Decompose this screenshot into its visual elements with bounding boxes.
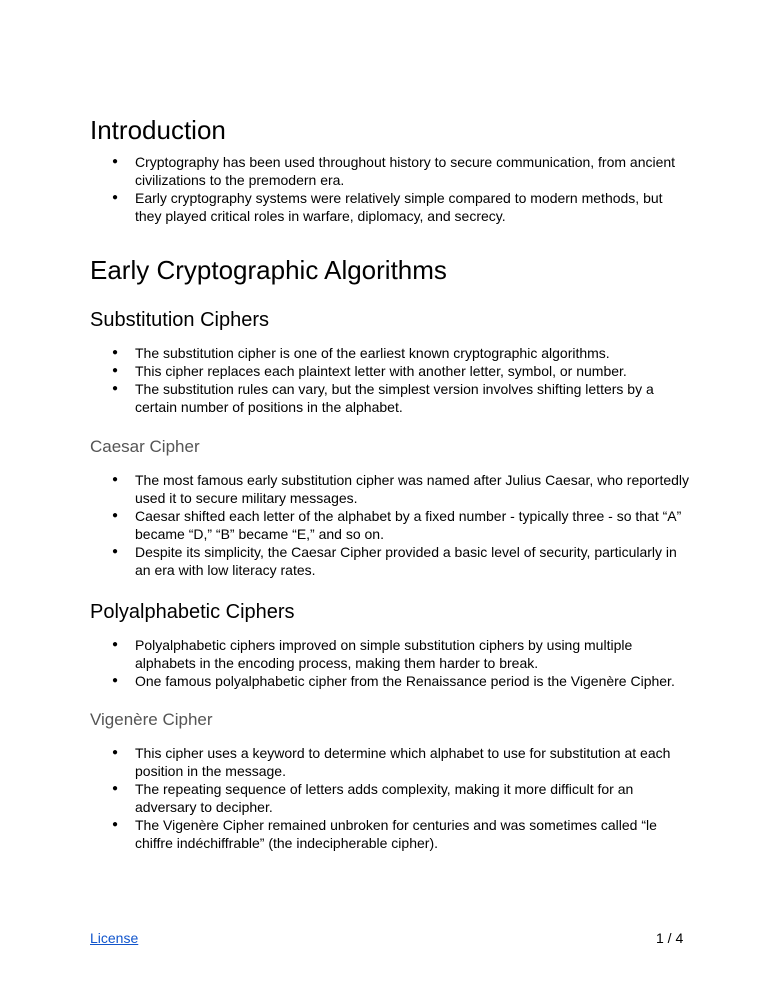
list-item: ● Cryptography has been used throughout history to secure communication, from ancient civilizations to the premodern era. bbox=[90, 153, 690, 189]
heading-vigenere: Vigenère Cipher bbox=[90, 710, 213, 729]
heading-caesar: Caesar Cipher bbox=[90, 437, 200, 456]
introduction-list bbox=[90, 153, 690, 225]
list-item: ● The substitution cipher is one of the earliest known cryptographic algorithms. bbox=[90, 344, 690, 362]
caesar-list bbox=[90, 471, 690, 579]
heading-early-algorithms: Early Cryptographic Algorithms bbox=[90, 255, 447, 285]
list-item: ● This cipher replaces each plaintext letter with another letter, symbol, or number. bbox=[90, 362, 690, 380]
list-item: ● Caesar shifted each letter of the alphabet by a fixed number - typically three - so that “A” became “D,” “B” became “E,” and so on. bbox=[90, 507, 690, 543]
polyalphabetic-list bbox=[90, 636, 690, 690]
license-link[interactable]: License bbox=[90, 930, 139, 946]
list-item: ● Early cryptography systems were relatively simple compared to modern methods, but they played critical roles in warfare, diplomacy, and secrecy. bbox=[90, 189, 690, 225]
page-number: 1 / 4 bbox=[656, 930, 684, 946]
list-item: ● The Vigenère Cipher remained unbroken for centuries and was sometimes called “le chiffre indéchiffrable” (the indecipherable cipher). bbox=[90, 816, 690, 852]
list-item: ● Despite its simplicity, the Caesar Cipher provided a basic level of security, particularly in an era with low literacy rates. bbox=[90, 543, 690, 579]
list-item: ● The repeating sequence of letters adds complexity, making it more difficult for an adversary to decipher. bbox=[90, 780, 690, 816]
substitution-list bbox=[90, 344, 690, 416]
list-item: ● Polyalphabetic ciphers improved on simple substitution ciphers by using multiple alphabets in the encoding process, making them harder to break. bbox=[90, 636, 690, 672]
heading-substitution: Substitution Ciphers bbox=[90, 309, 269, 331]
list-item: ● The most famous early substitution cipher was named after Julius Caesar, who reportedly used it to secure military messages. bbox=[90, 471, 690, 507]
vigenere-list bbox=[90, 744, 690, 852]
list-item: ● One famous polyalphabetic cipher from the Renaissance period is the Vigenère Cipher. bbox=[90, 672, 690, 690]
list-item: ● This cipher uses a keyword to determine which alphabet to use for substitution at each position in the message. bbox=[90, 744, 690, 780]
list-item: ● The substitution rules can vary, but the simplest version involves shifting letters by a certain number of positions in the alphabet. bbox=[90, 380, 690, 416]
heading-introduction: Introduction bbox=[90, 115, 226, 145]
heading-polyalphabetic: Polyalphabetic Ciphers bbox=[90, 601, 295, 623]
